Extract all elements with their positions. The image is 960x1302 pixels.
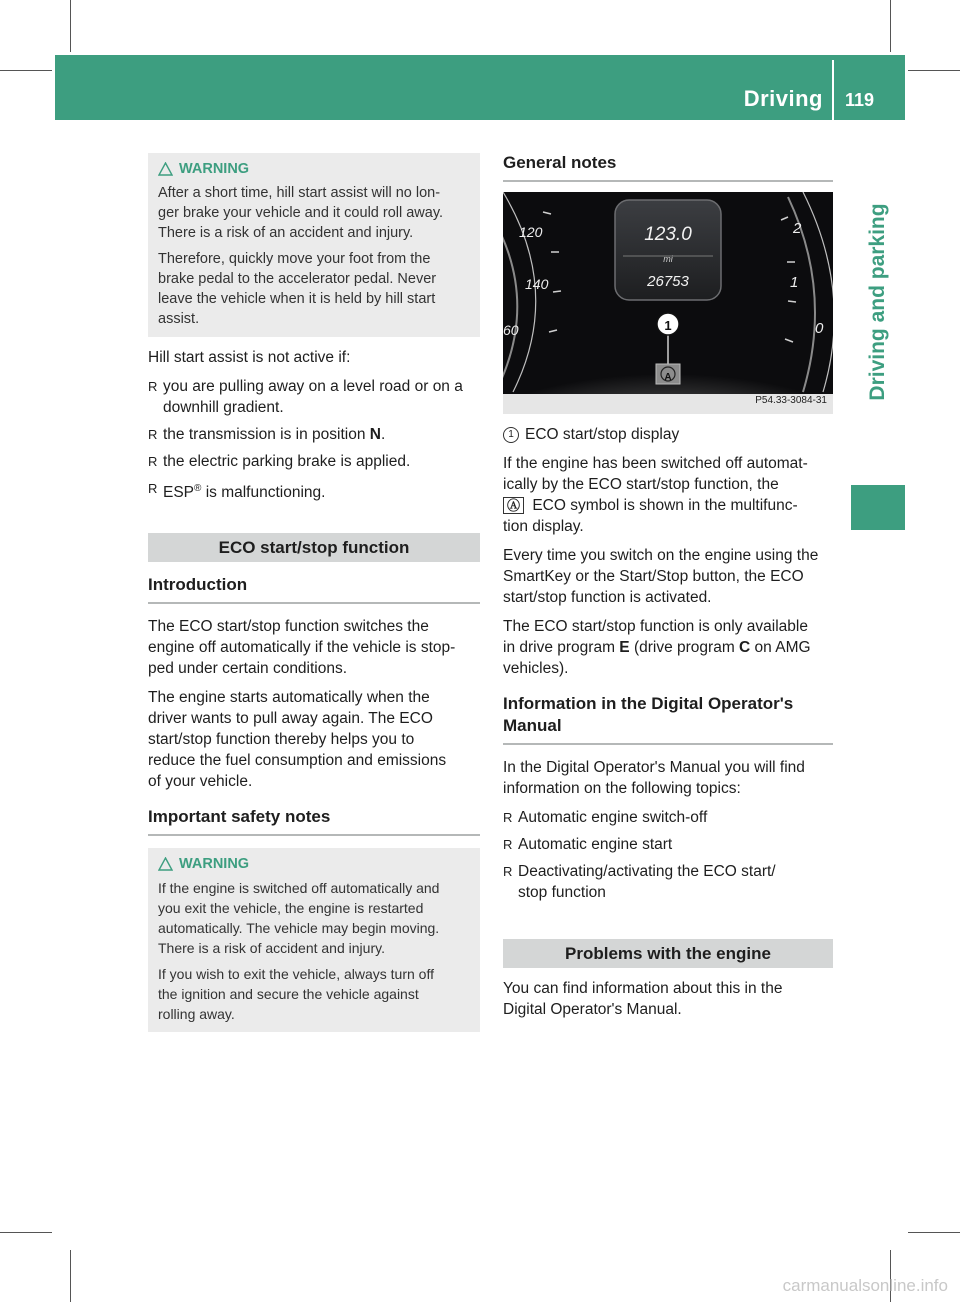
problems-paragraph: You can find information about this in the Digital Operator's Manual. — [503, 980, 783, 1018]
list-item: R ESP® is malfunctioning. — [148, 478, 480, 503]
instrument-cluster-figure — [503, 192, 833, 414]
eco-paragraph: The ECO start/stop function is only available in drive program E (drive program C on AMG vehicles). — [503, 618, 811, 677]
warning-triangle-icon — [158, 857, 173, 871]
list-item: R Deactivating/activating the ECO start/ stop function — [503, 861, 833, 903]
rpm-tick-label: 2 — [793, 220, 802, 237]
figure-caption: 1 ECO start/stop display — [503, 424, 833, 445]
warning-label: WARNING — [179, 161, 250, 177]
list-item: R you are pulling away on a level road or on a downhill gradient. — [148, 376, 480, 418]
intro-paragraph: The ECO start/stop function switches the engine off automatically if the vehicle is stop- ped under certain conditions. — [148, 618, 456, 678]
crop-mark — [70, 0, 71, 52]
rpm-tick-label: 0 — [815, 320, 824, 337]
figure-code: P54.33-3084-31 — [755, 395, 827, 406]
odometer-value: 26753 — [647, 273, 689, 290]
warning-heading — [158, 159, 470, 179]
chapter-marker-block — [851, 485, 905, 530]
section-title-eco: ECO start/stop function — [148, 533, 480, 562]
heading-digital-operators-manual: Information in the Digital Operator's Manual — [503, 693, 833, 745]
warning-heading — [158, 854, 470, 874]
intro-paragraph: The engine starts automatically when the driver wants to pull away again. The ECO start/stop function thereby helps you to reduce the fuel consumption and emissions of your vehicle. — [148, 689, 447, 791]
dom-paragraph: In the Digital Operator's Manual you will find information on the following topics: — [503, 759, 805, 797]
warning-box-hill-start — [148, 153, 480, 337]
dom-topics-list — [503, 807, 833, 903]
header-divider — [832, 60, 834, 120]
callout-number: 1 — [664, 318, 672, 333]
hill-intro: Hill start assist is not active if: — [148, 349, 351, 366]
crop-mark — [908, 1232, 960, 1233]
list-item: R Automatic engine start — [503, 834, 833, 855]
section-title-problems: Problems with the engine — [503, 939, 833, 968]
crop-mark — [908, 70, 960, 71]
crop-mark — [890, 0, 891, 52]
heading-introduction: Introduction — [148, 574, 480, 604]
chapter-side-tab — [851, 120, 905, 485]
chapter-label: Driving and parking — [866, 203, 889, 401]
watermark: carmanualsonline.info — [782, 1276, 948, 1295]
display-value: 123.0 — [644, 224, 692, 245]
speed-tick-label: 120 — [519, 224, 543, 240]
heading-safety-notes: Important safety notes — [148, 806, 480, 836]
callout-number: 1 — [503, 427, 519, 443]
list-item: R the electric parking brake is applied. — [148, 451, 480, 472]
page-number: 119 — [845, 90, 875, 110]
list-item: R Automatic engine switch-off — [503, 807, 833, 828]
crop-mark — [0, 70, 52, 71]
display-unit: mi — [663, 254, 673, 264]
hill-conditions-list — [148, 376, 480, 503]
rpm-tick-label: 1 — [790, 274, 799, 291]
warning-text: Therefore, quickly move your foot from the brake pedal to the accelerator pedal. Never leave the vehicle when it is held by hill start assist. — [158, 251, 437, 327]
warning-triangle-icon — [158, 162, 173, 176]
eco-paragraph: If the engine has been switched off automat- ically by the ECO start/stop function, the Ⓐ ECO symbol is shown in the multifunc- tion display. — [503, 455, 808, 535]
warning-text: After a short time, hill start assist will no lon- ger brake your vehicle and it could roll away. There is a risk of an accident and injury. — [158, 185, 444, 241]
heading-general-notes: General notes — [503, 152, 833, 182]
speed-tick-label: 140 — [525, 276, 549, 292]
warning-label: WARNING — [179, 856, 250, 873]
crop-mark — [0, 1232, 52, 1233]
eco-paragraph: Every time you switch on the engine using the SmartKey or the Start/Stop button, the ECO start/stop function is activated. — [503, 547, 819, 606]
running-header-title: Driving — [743, 86, 823, 111]
warning-text: If you wish to exit the vehicle, always turn off the ignition and secure the vehicle against rolling away. — [158, 966, 434, 1023]
eco-indicator-icon: A — [664, 372, 672, 383]
crop-mark — [70, 1250, 71, 1302]
right-column — [503, 152, 833, 1028]
warning-box-eco — [148, 848, 480, 1032]
left-column — [148, 153, 480, 1032]
list-item: R the transmission is in position N. — [148, 424, 480, 445]
speed-tick-label: 60 — [503, 322, 519, 338]
warning-text: If the engine is switched off automatically and you exit the vehicle, the engine is restarted automatically. The vehicle may begin moving. There is a risk of accident and injury. — [158, 880, 440, 957]
eco-symbol-icon: Ⓐ — [503, 497, 524, 514]
